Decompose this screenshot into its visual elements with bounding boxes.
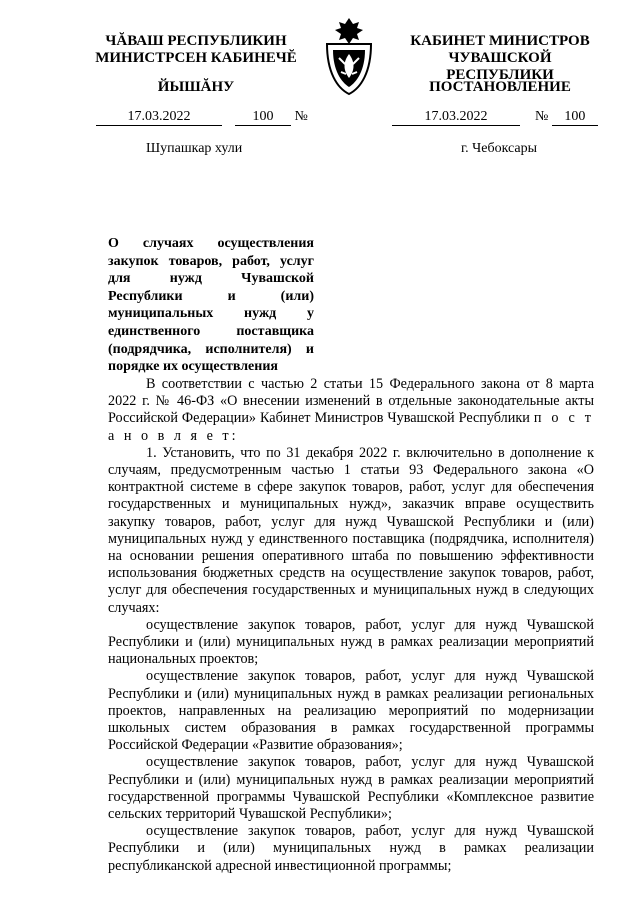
paragraph-4: осуществление закупок товаров, работ, услуг для нужд Чувашской Республики и (или) муниципальных нужд в рамках реализации мероприятий государственной программы Чувашской Республики «Комплексное развитие сельских территорий Чувашской Республики»;	[108, 754, 594, 823]
right-header-line2: ЧУВАШСКОЙ РЕСПУБЛИКИ	[446, 50, 554, 83]
right-header-line1: КАБИНЕТ МИНИСТРОВ	[410, 33, 590, 49]
left-city: Шупашкар хули	[146, 141, 243, 156]
right-city: г. Чебоксары	[461, 141, 538, 156]
chuvash-emblem-icon	[319, 14, 379, 96]
left-date: 17.03.2022	[96, 109, 222, 126]
intro-paragraph	[108, 376, 594, 445]
intro-text: В соответствии с частью 2 статьи 15 Федерального закона от 8 марта 2022 г. № 46-ФЗ «О внесении изменений в отдельные законодательные акты Российской Федерации» Кабинет Министров Чувашской Республики	[108, 376, 594, 427]
left-number-sign: №	[294, 109, 308, 124]
paragraph-1: 1. Установить, что по 31 декабря 2022 г. включительно в дополнение к случаям, предусмотренным частью 1 статьи 93 Федерального закона «О контрактной системе в сфере закупок товаров, работ, услуг для обеспечения государственных и муниципальных нужд», заказчик вправе осуществить закупку товаров, работ, услуг для нужд Чувашской Республики и (или) муниципальных нужд у единственного поставщика (подрядчика, исполнителя) на основании решения оперативного штаба по повышению эффективности использования бюджетных средств на осуществление закупок товаров, работ, услуг для обеспечения государственных и муниципальных нужд в следующих случаях:	[108, 444, 594, 616]
paragraph-5: осуществление закупок товаров, работ, услуг для нужд Чувашской Республики и (или) муниципальных нужд в рамках реализации республиканской адресной инвестиционной программы;	[108, 823, 594, 874]
document-title: О случаях осуществления закупок товаров, работ, услуг для нужд Чувашской Республики и (или) муниципальных нужд у единственного поставщика (подрядчика, исполнителя) и порядке их осуществления	[108, 236, 314, 375]
right-doc-type: ПОСТАНОВЛЕНИЕ	[429, 79, 571, 95]
left-header-line1: ЧĂВАШ РЕСПУБЛИКИН	[105, 33, 287, 49]
right-date-line	[392, 109, 598, 127]
right-number-sign: №	[535, 109, 549, 124]
resolves-word: п о с т а н о в л я е т:	[108, 410, 594, 444]
left-number: 100	[235, 109, 291, 126]
left-header	[80, 33, 312, 67]
right-number: 100	[552, 109, 598, 126]
right-header	[395, 33, 605, 84]
document-body	[108, 376, 594, 875]
left-doc-type: ЙЫШĂНУ	[157, 79, 235, 95]
paragraph-3: осуществление закупок товаров, работ, услуг для нужд Чувашской Республики и (или) муниципальных нужд в рамках реализации региональных проектов, направленных на реализацию мероприятий по модернизации школьных систем образования в рамках государственной программы Российской Федерации «Развитие образования»;	[108, 668, 594, 754]
left-header-line2: МИНИСТРСЕН КАБИНЕЧĔ	[95, 50, 297, 66]
paragraph-2: осуществление закупок товаров, работ, услуг для нужд Чувашской Республики и (или) муниципальных нужд в рамках реализации мероприятий национальных проектов;	[108, 616, 594, 668]
left-date-line	[96, 109, 308, 127]
right-date: 17.03.2022	[392, 109, 520, 126]
